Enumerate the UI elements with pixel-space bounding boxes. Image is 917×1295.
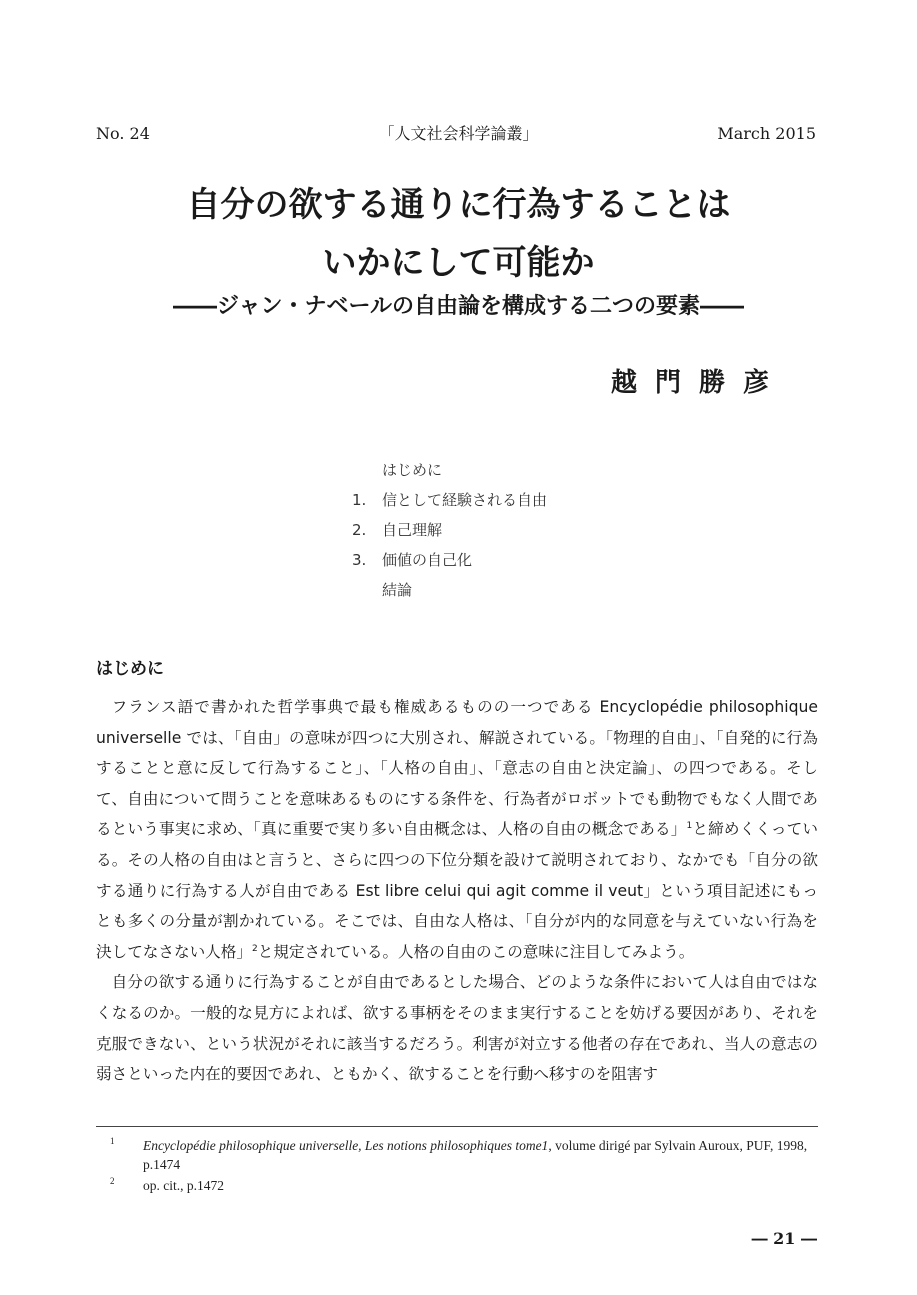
footnote-citation-title: Encyclopédie philosophique universelle, Les notions philosophiques tome1: [143, 1138, 549, 1153]
footnote-mark: 2: [110, 1176, 115, 1186]
article-title-line-1: 自分の欲する通りに行為することは: [186, 185, 731, 225]
toc-item: [352, 486, 547, 516]
paragraph-text: フランス語で書かれた哲学事典で最も権威あるものの一つである Encyclopédie philosophique universelle では、「自由」の意味が四つに大別され、解説されている。「物理的自由」、「自発的に行為することと意に反して行為すること」、「人格の自由」、「意志の自由と決定論」、の四つである。そして、自由について問うことを意味あるものにする条件を、行為者がロボットでも動物でもなく人間であるという事実に求め、「真に重要で実り多い自由概念は、人格の自由の概念である」: [96, 698, 818, 839]
paragraph: 自分の欲する通りに行為することが自由であるとした場合、どのような条件において人は自由ではなくなるのか。一般的な見方によれば、欲する事柄をそのまま実行することを妨げる要因があり、それを克服できない、という状況がそれに該当するだろう。利害が対立する他者の存在であれ、当人の意志の弱さといった内在的要因であれ、ともかく、欲することを行動へ移すのを阻害す: [96, 973, 818, 1084]
toc-item-label: 信として経験される自由: [382, 491, 548, 509]
footnote-divider: [96, 1126, 818, 1127]
footnote-mark: 1: [110, 1136, 115, 1146]
toc-item: [352, 546, 547, 576]
page-number: ― 21 ―: [751, 1229, 817, 1248]
footnote: [110, 1176, 810, 1195]
journal-issue-number: No. 24: [96, 124, 150, 143]
toc-item-number: 1.: [352, 491, 367, 509]
footnote-reference[interactable]: 2: [251, 943, 258, 954]
footnote-text: , volume dirigé par Sylvain Auroux, PUF, 1998, p.1474: [143, 1138, 808, 1172]
article-subtitle: ――ジャン・ナベールの自由論を構成する二つの要素――: [172, 294, 745, 319]
toc-item-label: 自己理解: [382, 521, 443, 539]
footnote: [110, 1136, 810, 1174]
paragraph-text: と規定されている。人格の自由のこの意味に注目してみよう。: [257, 942, 695, 961]
section-heading: はじめに: [96, 659, 164, 679]
publication-date: March 2015: [717, 124, 816, 143]
article-title-line-2: いかにして可能か: [322, 243, 595, 283]
toc-item-label: 結論: [382, 581, 413, 599]
paragraph: [96, 692, 818, 967]
toc-item: [352, 516, 547, 546]
footnotes: [110, 1136, 810, 1197]
toc-item-label: 価値の自己化: [382, 551, 473, 569]
paragraph-text: と締めくくっている。その人格の自由はと言うと、さらに四つの下位分類を設けて説明されており、なかでも「自分の欲する通りに行為する人が自由である Est libre celui qui agit comme il veut」という項目記述にもっとも多くの分量が割かれている。そこでは、自由な人格は、「自分が内的な同意を与えていない行為を決してなさない人格」: [96, 820, 818, 961]
table-of-contents: [352, 456, 547, 606]
toc-item: [352, 576, 547, 606]
toc-item-label: はじめに: [382, 461, 443, 479]
footnote-text: op. cit., p.1472: [143, 1178, 224, 1193]
journal-name: 「人文社会科学論叢」: [378, 124, 539, 143]
toc-item: [352, 456, 547, 486]
body-text: [96, 692, 818, 1090]
toc-item-number: 2.: [352, 521, 367, 539]
author-name: 越門勝彦: [610, 368, 787, 398]
footnote-reference[interactable]: 1: [686, 821, 693, 832]
toc-item-number: 3.: [352, 551, 367, 569]
